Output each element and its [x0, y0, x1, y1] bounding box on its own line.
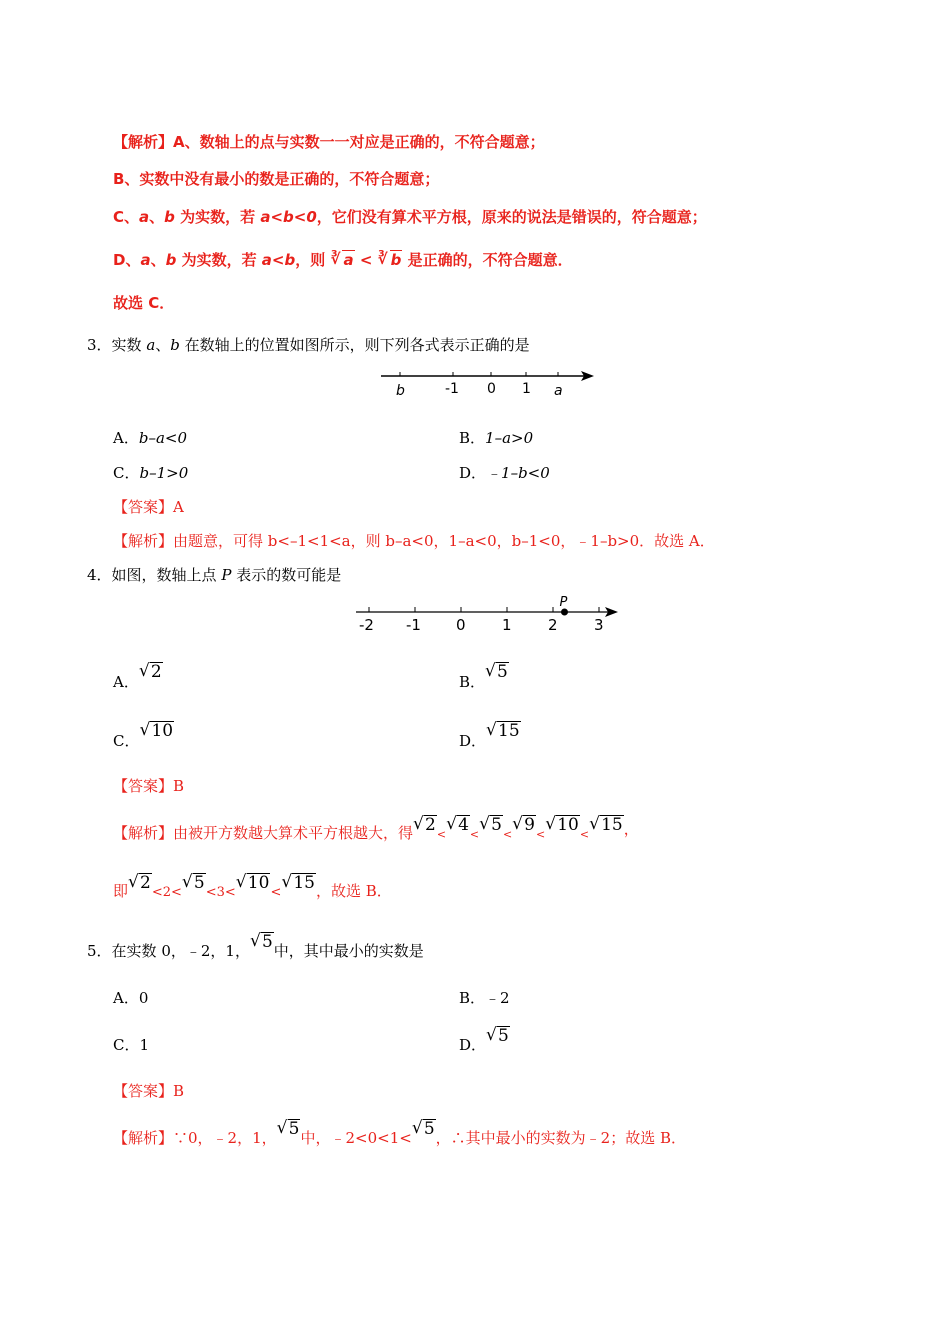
q4-stem: 4．如图，数轴上点 P 表示的数可能是: [87, 566, 342, 584]
axis-label-0: 0: [487, 381, 496, 397]
axis-label: 1: [502, 616, 512, 634]
q2-analysis-c: C、a、b 为实数，若 a<b<0，它们没有算术平方根，原来的说法是错误的，符合题意；: [113, 208, 707, 226]
q3-option-b: B．1–a>0: [459, 429, 534, 447]
q5-stem: 5．在实数 0，﹣2，1，√ 5中，其中最小的实数是: [87, 932, 424, 952]
q5-answer: 【答案】B: [113, 1082, 185, 1100]
q5-option-c: C．1: [113, 1036, 150, 1054]
cube-root: ∛ b: [378, 250, 403, 270]
q5-option-d: D．√ 5: [459, 1026, 510, 1046]
point-p-label: P: [559, 595, 568, 610]
q3-option-a: A．b–a<0: [113, 429, 188, 447]
q4-analysis-line2: 即√ 2<2<√ 5<3<√ 10<√ 15，故选 B．: [113, 873, 392, 895]
q4-number-line: [352, 592, 624, 636]
q5-analysis: 【解析】∵0，﹣2，1，√ 5中，﹣2<0<1<√ 5，∴其中最小的实数为﹣2；故选 B．: [113, 1119, 686, 1139]
q4-option-d: D．√ 15: [459, 721, 521, 741]
q4-answer: 【答案】B: [113, 777, 185, 795]
q4-analysis-line1: 【解析】由被开方数越大算术平方根越大，得√ $2_<√$ $4_<√$ $5_<√$ $9_<√$ $10_<√$ 15，: [113, 815, 639, 837]
axis-label: -2: [359, 616, 374, 634]
cube-root: ∛ a: [330, 250, 354, 270]
q3-option-d: D．﹣1–b<0: [459, 464, 550, 482]
axis-label-a: a: [554, 383, 563, 399]
q3-answer: 【答案】A: [113, 498, 184, 516]
q3-stem: 3．实数 a、b 在数轴上的位置如图所示，则下列各式表示正确的是: [87, 336, 530, 354]
q2-analysis-a: 【解析】A、数轴上的点与实数一一对应是正确的，不符合题意；: [113, 133, 545, 151]
axis-label: 0: [456, 616, 466, 634]
q4-option-a: A．√ 2: [113, 662, 163, 682]
axis-label-b: b: [396, 383, 405, 399]
axis-label: 3: [594, 616, 604, 634]
q3-number-line: [378, 362, 600, 402]
analysis-tag: 【解析】: [113, 133, 174, 151]
axis-label-1: 1: [522, 381, 531, 397]
q2-analysis-d: D、a、b 为实数，若 a<b，则 ∛ a < ∛ b 是正确的，不符合题意．: [113, 250, 573, 270]
axis-label-neg1: -1: [445, 381, 459, 397]
q3-option-c: C．b–1>0: [113, 464, 189, 482]
q4-option-c: C．√ 10: [113, 721, 174, 741]
q5-option-b: B．﹣2: [459, 989, 510, 1007]
axis-label: -1: [406, 616, 421, 634]
q4-option-b: B．√ 5: [459, 662, 509, 682]
q2-analysis-b: B、实数中没有最小的数是正确的，不符合题意；: [113, 170, 440, 188]
q3-analysis: 【解析】由题意，可得 b<–1<1<a，则 b–a<0，1–a<0，b–1<0，﹣1–b>0．故选 A．: [113, 532, 715, 550]
q2-choose: 故选 C．: [113, 294, 175, 312]
q5-option-a: A．0: [113, 989, 149, 1007]
axis-label: 2: [548, 616, 558, 634]
